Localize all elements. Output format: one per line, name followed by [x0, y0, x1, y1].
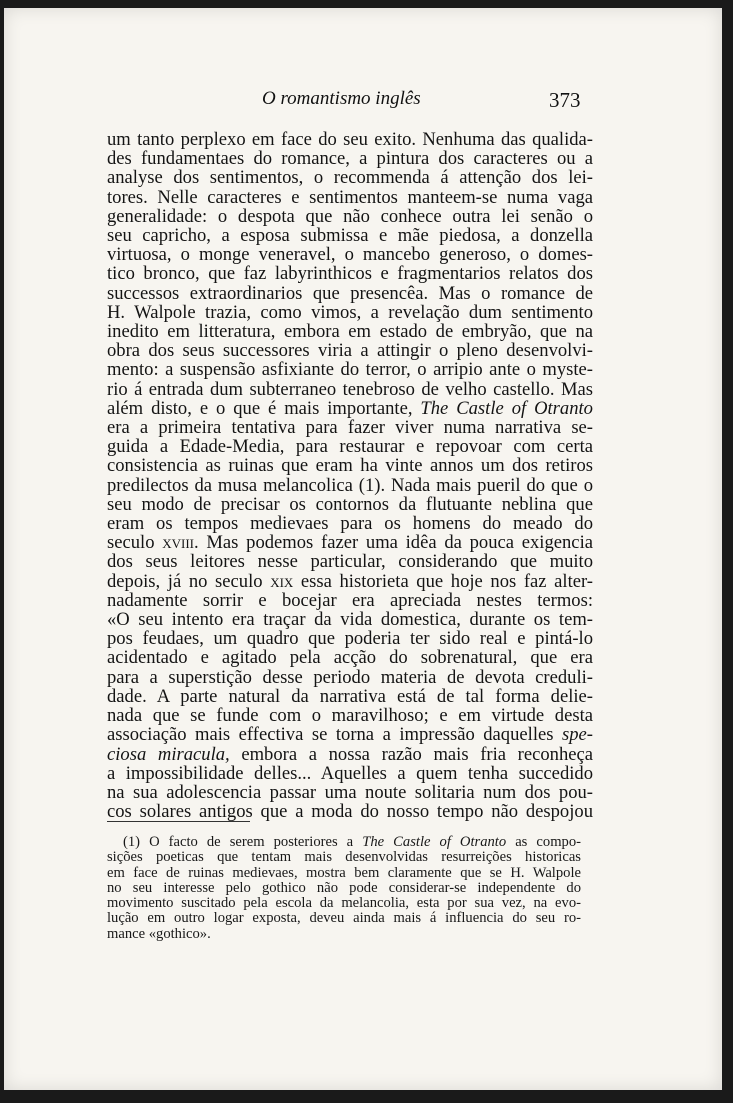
footnote-line: movimento suscitado pela escola da melancolia, esta por sua vez, na evo- — [107, 895, 581, 912]
text-line: mento: a suspensão asfixiante do terror, o arripio ante o myste- — [107, 359, 593, 381]
latin-phrase: ciosa miracula, — [107, 743, 230, 765]
text-line: virtuosa, o monge veneravel, o mancebo generoso, o domes- — [107, 244, 593, 266]
text-line: nadamente sorrir e bocejar era apreciada nestes termos: — [107, 589, 593, 611]
text-line: era a primeira tentativa para fazer viver numa narrativa se- — [107, 417, 593, 439]
page-header — [4, 88, 722, 118]
text-segment: as compo- — [506, 834, 581, 850]
text-line: seu modo de precisar os contornos da flutuante neblina que — [107, 493, 593, 515]
text-line: na sua adolescencia passar uma noute solitaria num dos pou- — [107, 781, 593, 803]
book-title: The Castle of Otranto — [420, 397, 593, 419]
text-line — [107, 572, 593, 591]
text-line: nada que se funde com o maravilhoso; e em virtude desta — [107, 705, 593, 727]
book-page — [4, 8, 722, 1090]
text-line: obra dos seus successores viria a attingir o pleno desenvolvi- — [107, 340, 593, 362]
text-segment: embora a nossa razão mais fria reconheça — [229, 743, 593, 765]
century-numeral: xviii — [162, 532, 195, 554]
footnote-line — [107, 835, 581, 850]
footnote-line: lução em outro logar exposta, deveu ainda mais á influencia do seu ro- — [107, 910, 581, 927]
text-line: H. Walpole trazia, como vimos, a revelação dum sentimento — [107, 301, 593, 323]
page-number: 373 — [549, 88, 581, 112]
text-segment: depois, já no seculo — [107, 570, 263, 592]
century-numeral: xix — [270, 570, 294, 592]
footnote-line: mance «gothico». — [107, 925, 211, 942]
book-title: The Castle of Otranto — [362, 834, 507, 850]
footnote-divider — [107, 821, 250, 822]
text-line — [107, 399, 593, 418]
text-line: a impossibilidade delles... Aquelles a quem tenha succedido — [107, 762, 593, 784]
footnote — [107, 835, 581, 942]
text-line: analyse dos sentimentos, o recommenda á attenção dos lei- — [107, 167, 593, 189]
text-line: eram os tempos medievaes para os homens do meado do — [107, 513, 593, 535]
latin-phrase: spe- — [562, 724, 593, 746]
text-line: para a superstição desse periodo materia de devota creduli- — [107, 666, 593, 688]
text-segment: seculo — [107, 532, 155, 554]
text-line: predilectos da musa melancolica (1). Nada mais pueril do que o — [107, 474, 593, 496]
text-line: seu capricho, a esposa submissa e mãe piedosa, a donzella — [107, 225, 593, 247]
body-text — [107, 130, 593, 821]
text-segment: . Mas podemos fazer uma idêa da pouca exigencia — [194, 532, 593, 554]
text-line: cos solares antigos que a moda do nosso tempo não despojou — [107, 801, 593, 823]
text-line: tores. Nelle caracteres e sentimentos manteem-se numa vaga — [107, 186, 593, 208]
text-line: dade. A parte natural da narrativa está de tal forma delie- — [107, 685, 593, 707]
text-line: rio á entrada dum subterraneo tenebroso de velho castello. Mas — [107, 378, 593, 400]
text-line: inedito em litteratura, embora em estado de embryão, que na — [107, 321, 593, 343]
text-segment: além disto, e o que é mais importante, — [107, 397, 413, 419]
text-line — [107, 725, 593, 744]
text-line: dos seus leitores nesse particular, considerando que muito — [107, 551, 593, 573]
text-line: «O seu intento era traçar da vida domestica, durante os tem- — [107, 609, 593, 631]
text-segment: associação mais effectiva se torna a impressão daquelles — [107, 724, 554, 746]
footnote-line: sições poeticas que tentam mais desenvolvidas resurreições historicas — [107, 849, 581, 866]
text-line: tico bronco, que faz labyrinthicos e fragmentarios relatos dos — [107, 263, 593, 285]
text-line: acidentado e agitado pela acção do sobrenatural, que era — [107, 647, 593, 669]
text-line: successos extraordinarios que presencêa. Mas o romance de — [107, 282, 593, 304]
text-line — [107, 533, 593, 552]
running-title: O romantismo inglês — [262, 88, 421, 109]
text-line: des fundamentaes do romance, a pintura dos caracteres ou a — [107, 148, 593, 170]
footnote-line: no seu interesse pelo gothico não pode considerar-se independente do — [107, 879, 581, 896]
text-line: pos feudaes, um quadro que poderia ter sido real e pintá-lo — [107, 628, 593, 650]
footnote-line: em face de ruinas medievaes, mostra bem claramente que se H. Walpole — [107, 864, 581, 881]
text-line: generalidade: o despota que não conhece outra lei senão o — [107, 205, 593, 227]
text-line — [107, 745, 593, 764]
text-segment: (1) O facto de serem posteriores a — [123, 834, 354, 850]
text-line: um tanto perplexo em face do seu exito. Nenhuma das qualida- — [107, 129, 593, 150]
text-line: consistencia as ruinas que eram ha vinte annos um dos retiros — [107, 455, 593, 477]
text-segment: essa historieta que hoje nos faz alter- — [293, 570, 594, 592]
text-line: guida a Edade-Media, para restaurar e repovoar com certa — [107, 436, 593, 458]
